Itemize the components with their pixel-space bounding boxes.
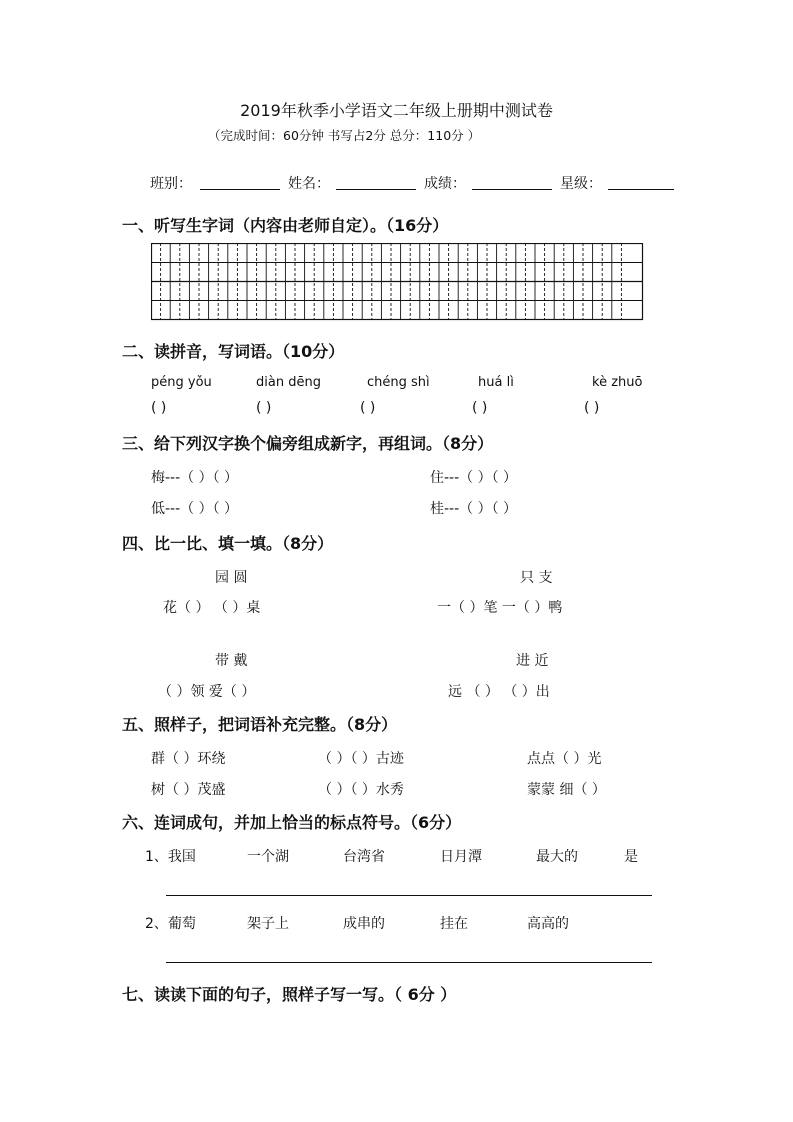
answer-paren-5[interactable]: ( ) — [584, 400, 600, 416]
dictation-grid[interactable] — [151, 243, 645, 323]
pinyin-5: kè zhuō — [592, 375, 643, 390]
compare-line-1a[interactable]: 花（ ） （ ）桌 — [163, 600, 261, 616]
score-label: 成绩： — [424, 176, 466, 192]
radical-row-2a[interactable]: 低---（ ）（ ） — [151, 501, 239, 517]
q1-word-4: 日月潭 — [440, 849, 482, 865]
compare-pair-3: 带 戴 — [215, 653, 248, 669]
pinyin-4: huá lì — [478, 375, 514, 390]
score-blank[interactable] — [472, 189, 552, 190]
section-1-heading: 一、听写生字词（内容由老师自定）。（16分） — [122, 216, 449, 235]
q1-word-1: 1、我国 — [145, 849, 196, 865]
q1-word-5: 最大的 — [536, 849, 578, 865]
class-blank[interactable] — [200, 189, 280, 190]
idiom-4[interactable]: 树（ ）茂盛 — [151, 782, 226, 798]
exam-subtitle: （完成时间：60分钟 书写占2分 总分：110分 ） — [208, 128, 481, 143]
q2-word-5: 高高的 — [527, 916, 569, 932]
q2-answer-line[interactable] — [166, 962, 652, 963]
star-blank[interactable] — [608, 189, 674, 190]
star-label: 星级： — [560, 176, 602, 192]
q1-word-2: 一个湖 — [247, 849, 289, 865]
radical-row-1a[interactable]: 梅---（ ）（ ） — [151, 470, 239, 486]
compare-line-2b[interactable]: 远 （ ） （ ）出 — [448, 684, 550, 700]
name-blank[interactable] — [336, 189, 416, 190]
class-label: 班别： — [150, 176, 192, 192]
q2-word-4: 挂在 — [440, 916, 468, 932]
section-2-heading: 二、读拼音，写词语。（10分） — [122, 342, 345, 361]
pinyin-2: diàn dēng — [256, 375, 321, 390]
compare-pair-2: 只 支 — [520, 570, 553, 586]
answer-paren-2[interactable]: ( ) — [256, 400, 272, 416]
compare-pair-1: 园 圆 — [215, 570, 248, 586]
q1-word-6: 是 — [624, 849, 638, 865]
q2-word-2: 架子上 — [247, 916, 289, 932]
answer-paren-4[interactable]: ( ) — [472, 400, 488, 416]
answer-paren-1[interactable]: ( ) — [151, 400, 167, 416]
idiom-3[interactable]: 点点（ ）光 — [527, 751, 602, 767]
q1-answer-line[interactable] — [166, 895, 652, 896]
pinyin-3: chéng shì — [367, 375, 430, 390]
idiom-1[interactable]: 群（ ）环绕 — [151, 751, 226, 767]
idiom-2[interactable]: （ ）（ ）古迹 — [318, 751, 404, 767]
radical-row-1b[interactable]: 住---（ ）（ ） — [430, 470, 518, 486]
section-3-heading: 三、给下列汉字换个偏旁组成新字，再组词。（8分） — [122, 434, 494, 453]
idiom-6[interactable]: 蒙蒙 细（ ） — [527, 782, 606, 798]
answer-paren-3[interactable]: ( ) — [360, 400, 376, 416]
q2-word-1: 2、葡萄 — [145, 916, 196, 932]
section-4-heading: 四、比一比、填一填。（8分） — [122, 534, 334, 553]
exam-title: 2019年秋季小学语文二年级上册期中测试卷 — [240, 101, 553, 120]
compare-line-2a[interactable]: （ ）领 爱（ ） — [158, 684, 256, 700]
section-7-heading: 七、读读下面的句子，照样子写一写。（ 6分 ） — [122, 985, 457, 1004]
name-label: 姓名： — [288, 176, 330, 192]
pinyin-1: péng yǒu — [151, 375, 212, 390]
q1-word-3: 台湾省 — [343, 849, 385, 865]
compare-line-1b[interactable]: 一（ ）笔 一（ ）鸭 — [437, 600, 563, 616]
radical-row-2b[interactable]: 桂---（ ）（ ） — [430, 501, 518, 517]
compare-pair-4: 进 近 — [516, 653, 549, 669]
q2-word-3: 成串的 — [343, 916, 385, 932]
section-6-heading: 六、连词成句，并加上恰当的标点符号。（6分） — [122, 813, 462, 832]
section-5-heading: 五、照样子，把词语补充完整。（8分） — [122, 715, 398, 734]
idiom-5[interactable]: （ ）（ ）水秀 — [318, 782, 404, 798]
